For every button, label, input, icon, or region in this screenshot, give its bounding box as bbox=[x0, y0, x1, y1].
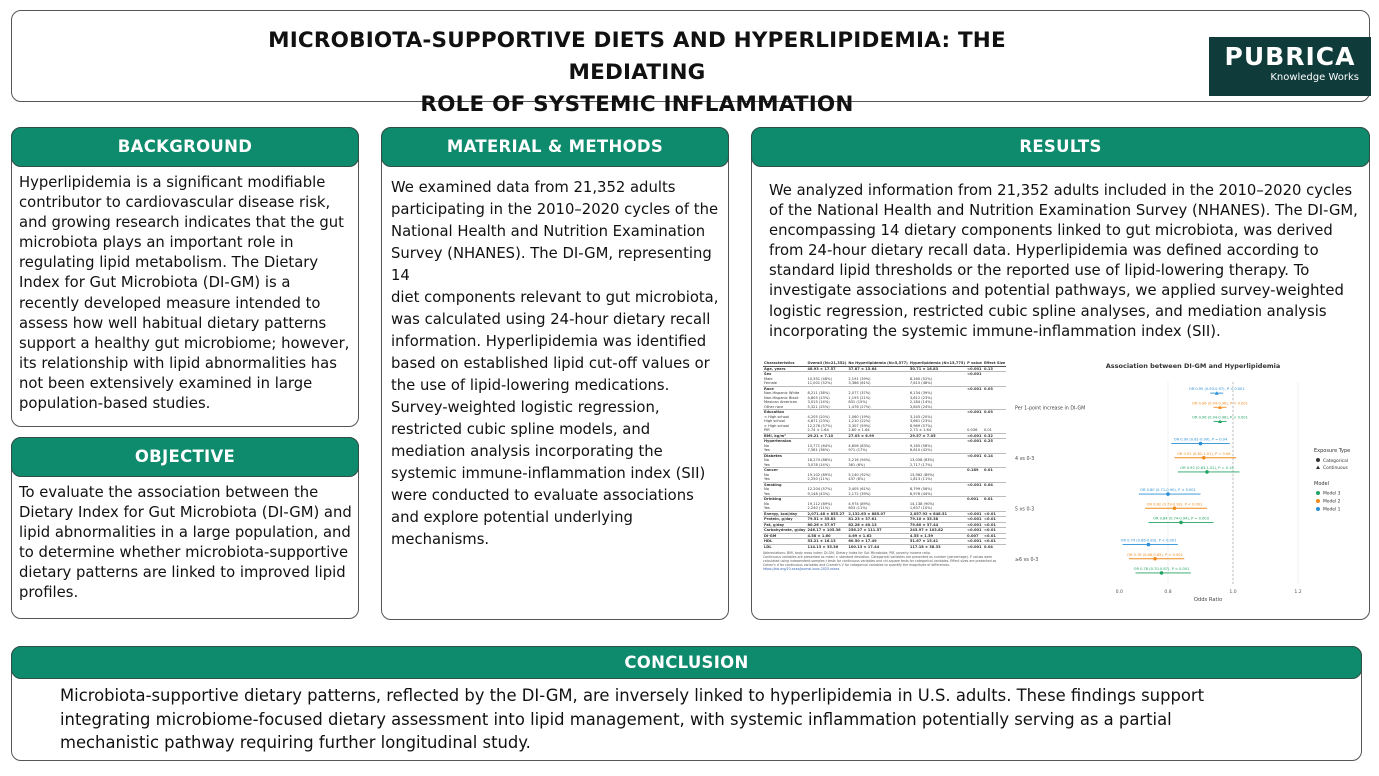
legend-model-item: Model 1 bbox=[1323, 507, 1341, 513]
table-cell: 4.55 ± 1.59 bbox=[909, 533, 966, 539]
text-line: We analyzed information from 21,352 adults included in the 2010–2020 cycles bbox=[769, 182, 1353, 199]
text-line: were conducted to evaluate associations bbox=[391, 487, 694, 504]
table-cell: 12,204 (57%) bbox=[807, 487, 832, 491]
table-cell: <0.001 bbox=[967, 410, 982, 414]
table-cell: LDL bbox=[763, 544, 806, 549]
table-note: https://doi.org/10.xxxx/journal.xxxx.2025.xxxxx bbox=[763, 567, 840, 571]
text-line: the use of lipid-lowering medications. bbox=[391, 377, 670, 394]
table-cell: 0.189 bbox=[966, 468, 983, 473]
table-cell: 4.58 ± 1.60 bbox=[806, 533, 847, 539]
objective-text bbox=[19, 483, 359, 604]
table-cell: 48.93 ± 17.57 bbox=[806, 366, 847, 372]
or-label: OR 0.84 (0.74-0.94), P = 0.003 bbox=[1153, 516, 1209, 521]
table-cell: 1,210 (22%) bbox=[848, 419, 871, 423]
methods-text bbox=[391, 177, 727, 551]
text-line: profiles. bbox=[19, 584, 79, 602]
table-cell: 2,132.63 ± 885.07 bbox=[847, 511, 908, 517]
objective-panel bbox=[11, 437, 359, 619]
table-cell: 3,612 (23%) bbox=[909, 395, 933, 400]
legend-model bbox=[1314, 481, 1341, 513]
table-cell: 3,386 (61%) bbox=[848, 381, 871, 385]
table-cell: 4,974 (89%) bbox=[848, 501, 871, 506]
poster-title bbox=[242, 25, 1032, 121]
table-cell: 3,078 (14%) bbox=[807, 462, 830, 467]
table-cell: 5,140 (92%) bbox=[848, 472, 871, 477]
table-cell: 0.007 bbox=[966, 533, 983, 539]
conclusion-panel bbox=[11, 646, 1362, 761]
table-cell: 100.13 ± 17.44 bbox=[847, 544, 908, 549]
table-cell: 9,148 (43%) bbox=[807, 491, 830, 496]
text-line: recently developed measure intended to bbox=[19, 294, 321, 312]
table-cell: No bbox=[764, 443, 769, 448]
or-label: OR 0.90 (0.81-0.99), P = 0.04 bbox=[1173, 437, 1228, 442]
table-cell: 1,060 (19%) bbox=[848, 414, 871, 419]
table-cell: 361 (6%) bbox=[848, 462, 865, 467]
pubrica-logo bbox=[1209, 37, 1371, 96]
table-cell: 0.01 bbox=[983, 497, 1006, 502]
table-cell: 117.18 ± 38.33 bbox=[909, 544, 966, 549]
table-cell: 50.71 ± 16.83 bbox=[909, 366, 966, 372]
legend-swatch bbox=[1316, 499, 1320, 503]
table-cell: <0.001 bbox=[967, 372, 982, 376]
table-cell: 13,771 (64%) bbox=[807, 443, 832, 448]
poster-title-line-1: MICROBIOTA-SUPPORTIVE DIETS AND HYPERLIPIDEMIA: THE MEDIATING bbox=[268, 28, 1006, 85]
text-line: of the National Health and Nutrition Examination Survey (NHANES). The DI-GM, bbox=[769, 202, 1358, 220]
table-cell: 4,805 (23%) bbox=[807, 395, 830, 400]
table-note: Continuous variables are presented as mean ± standard deviation. Categorical variables are presented as number (percentage). P values were bbox=[763, 555, 992, 559]
table-note: Cohen's d for continuous variables and Cramér's V for categorical variables to quantify the magnitude of differences. bbox=[763, 563, 951, 567]
or-point bbox=[1179, 521, 1183, 525]
or-point bbox=[1205, 470, 1209, 474]
text-line: logistic regression, restricted cubic spline analyses, and mediation analysis bbox=[769, 302, 1327, 320]
text-line: mechanisms. bbox=[391, 531, 490, 548]
table-cell: 1,637 (10%) bbox=[909, 506, 933, 510]
table-cell: Hypertension bbox=[763, 439, 806, 444]
or-point bbox=[1202, 456, 1206, 460]
x-tick-label: 0.8 bbox=[1164, 590, 1172, 595]
table-cell: > High school bbox=[764, 423, 790, 428]
table-cell: 0.01 bbox=[983, 428, 992, 432]
table-notes bbox=[763, 551, 998, 571]
results-text bbox=[769, 181, 1367, 342]
table-cell: Cancer bbox=[763, 468, 806, 473]
table-cell: Education bbox=[763, 410, 806, 415]
text-line: encompassing 14 dietary components linked to gut microbiota, was derived bbox=[769, 222, 1333, 240]
text-line: microbiota plays an important role in bbox=[19, 234, 294, 252]
table-cell: 11,001 (52%) bbox=[807, 381, 832, 385]
text-line: National Health and Nutrition Examination bbox=[391, 223, 706, 240]
text-line: systemic immune-inflammation index (SII) bbox=[391, 465, 706, 482]
table-header-cell: Hyperlipidemia (N=15,775) bbox=[909, 361, 966, 365]
conclusion-heading: CONCLUSION bbox=[11, 646, 1362, 679]
table-cell: Non-Hispanic White bbox=[764, 391, 800, 395]
row-label: 4 vs 0-3 bbox=[1015, 456, 1035, 462]
table-cell: Female bbox=[764, 381, 777, 385]
table-cell: 14,138 (90%) bbox=[909, 501, 935, 506]
table-cell: 0.03 bbox=[983, 386, 1006, 391]
table-cell: 2,184 (14%) bbox=[909, 400, 933, 404]
table-cell: Mexican American bbox=[764, 400, 798, 404]
table-cell: Age, years bbox=[763, 366, 806, 372]
legend-exposure-item: Categorical bbox=[1323, 459, 1349, 464]
text-line: to determine whether microbiota-supportive bbox=[19, 544, 349, 562]
table-cell: 8,969 (57%) bbox=[909, 423, 933, 428]
or-point bbox=[1173, 506, 1177, 510]
table-cell: Yes bbox=[764, 448, 770, 452]
table-cell: <0.01 bbox=[983, 517, 1006, 523]
table-cell: 79.80 ± 37.44 bbox=[909, 522, 966, 528]
or-label: OR 0.91 (0.82-1.01), P = 0.08 bbox=[1177, 451, 1231, 456]
text-line: restricted cubic spline models, and bbox=[391, 421, 651, 438]
table-cell: Race bbox=[763, 386, 806, 391]
or-label: OR 0.95 (0.93-0.97), P < 0.001 bbox=[1188, 387, 1245, 392]
table-cell: No bbox=[764, 472, 769, 477]
table-cell: 0.04 bbox=[983, 544, 1006, 549]
text-line: mediation analysis incorporating the bbox=[391, 443, 663, 460]
text-line: and explore potential underlying bbox=[391, 509, 633, 526]
forest-plot-area bbox=[1015, 382, 1302, 595]
table-cell: Sex bbox=[763, 372, 806, 377]
table-cell: <0.001 bbox=[967, 482, 982, 487]
table-cell: 0.036 bbox=[967, 428, 978, 432]
legend-model-item: Model 2 bbox=[1323, 499, 1341, 505]
legend-model-title: Model bbox=[1314, 481, 1330, 487]
forest-plot bbox=[1003, 352, 1360, 610]
or-label: OR 0.80 (0.71-0.90), P < 0.001 bbox=[1140, 488, 1196, 493]
background-heading: BACKGROUND bbox=[11, 127, 359, 167]
or-point bbox=[1153, 557, 1157, 561]
or-label: OR 0.76 (0.68-0.85), P < 0.001 bbox=[1127, 552, 1183, 557]
or-point bbox=[1160, 571, 1164, 575]
table-cell: PIR bbox=[764, 428, 770, 432]
table-cell: 2,071.48 ± 855.27 bbox=[806, 511, 847, 517]
table-cell: <0.01 bbox=[983, 522, 1006, 528]
title-banner bbox=[11, 10, 1370, 117]
table-cell: 18,274 (86%) bbox=[807, 458, 832, 462]
table-cell: 2,077 (37%) bbox=[848, 391, 871, 395]
table-cell: 13,962 (89%) bbox=[909, 472, 935, 477]
table-cell: <0.001 bbox=[967, 544, 982, 549]
table-cell: 246.17 ± 105.36 bbox=[806, 528, 847, 534]
categorical-marker-icon bbox=[1316, 458, 1320, 462]
objective-heading: OBJECTIVE bbox=[11, 437, 359, 477]
table-cell: 5,216 (94%) bbox=[848, 458, 871, 462]
table-cell: 8,799 (56%) bbox=[909, 487, 933, 491]
table-cell: <0.001 bbox=[967, 386, 982, 391]
text-line: was calculated using 24-hour dietary recall bbox=[391, 311, 711, 328]
table-cell: <0.001 bbox=[967, 528, 982, 532]
text-line: not been extensively examined in large bbox=[19, 374, 313, 392]
table-cell: 2.73 ± 1.64 bbox=[909, 428, 932, 432]
text-line: assess how well habitual dietary patterns bbox=[19, 314, 327, 332]
background-text bbox=[19, 173, 359, 414]
table-cell: Smoking bbox=[763, 482, 806, 487]
text-line: incorporating the systemic immune-inflammation index (SII). bbox=[769, 322, 1221, 340]
text-line: Survey-weighted logistic regression, bbox=[391, 399, 660, 416]
table-cell: 3,405 (61%) bbox=[848, 487, 871, 491]
table-cell: Other race bbox=[764, 404, 784, 409]
table-cell: 79.10 ± 35.38 bbox=[909, 517, 966, 523]
text-line: Index for Gut Microbiota (DI-GM) is a bbox=[19, 274, 291, 292]
table-cell: 3,015 (14%) bbox=[807, 400, 830, 404]
table-cell: <0.01 bbox=[983, 539, 1006, 545]
text-line: its relationship with lipid abnormalities has bbox=[19, 354, 337, 372]
text-line: mechanistic pathway requiring further longitudinal study. bbox=[60, 733, 531, 752]
table-cell: Carbohydrate, g/day bbox=[764, 528, 806, 532]
table-cell: Male bbox=[764, 376, 773, 381]
or-label: OR 0.96 (0.94-0.98), P < 0.001 bbox=[1192, 415, 1248, 420]
table bbox=[763, 361, 1006, 549]
logo-wordmark: PUBRICA bbox=[1224, 42, 1356, 71]
table-cell: 80.26 ± 37.97 bbox=[806, 522, 847, 528]
methods-panel bbox=[381, 127, 729, 620]
row-label: ≥6 vs 0-3 bbox=[1015, 557, 1039, 563]
text-line: dietary patterns are linked to improved lipid bbox=[19, 564, 346, 582]
table-cell: Yes bbox=[764, 506, 770, 510]
table-cell: 8,211 (38%) bbox=[807, 391, 830, 395]
table-cell: No bbox=[764, 501, 769, 506]
table-cell: 2,172 (39%) bbox=[848, 491, 871, 496]
table-cell: DI-GM bbox=[763, 533, 806, 539]
table-cell: Drinking bbox=[763, 497, 806, 502]
conclusion-text bbox=[60, 684, 1350, 755]
table-cell: 2,057.92 ± 848.51 bbox=[909, 511, 966, 517]
text-line: standard lipid thresholds or the reported use of lipid-lowering therapy. To bbox=[769, 262, 1310, 280]
table-cell: 0.001 bbox=[966, 497, 983, 502]
text-line: We examined data from 21,352 adults bbox=[391, 179, 676, 196]
text-line: Hyperlipidemia is a significant modifiable bbox=[19, 174, 326, 191]
text-line: and growing research indicates that the gut bbox=[19, 214, 344, 232]
results-heading: RESULTS bbox=[751, 127, 1370, 167]
table-cell: 0.25 bbox=[983, 439, 1006, 444]
or-label: OR 0.92 (0.83-1.02), P = 0.10 bbox=[1180, 465, 1234, 470]
text-line: population-based studies. bbox=[19, 395, 211, 413]
table-cell: 4,205 (20%) bbox=[807, 414, 830, 419]
table-cell: 51.67 ± 15.41 bbox=[909, 539, 966, 545]
table-cell: 437 (8%) bbox=[848, 477, 865, 481]
table-cell: 3,661 (23%) bbox=[909, 419, 933, 423]
table-cell: 0.14 bbox=[983, 453, 1006, 458]
table-cell: <0.001 bbox=[967, 517, 982, 521]
table-note: Abbreviations: BMI, body mass index; DI-GM, Dietary Index for Gut Microbiota; PIR, poverty income ratio. bbox=[763, 551, 931, 555]
or-point bbox=[1166, 492, 1170, 496]
table-cell: 82.28 ± 40.13 bbox=[847, 522, 908, 528]
table-cell: BMI, kg/m² bbox=[763, 433, 806, 439]
poster-title-line-2: ROLE OF SYSTEMIC INFLAMMATION bbox=[420, 92, 854, 117]
x-tick-label: 1.0 bbox=[1229, 590, 1237, 595]
text-line: investigate associations and potential pathways, we applied survey-weighted bbox=[769, 282, 1344, 300]
or-label: OR 0.96 (0.94-0.98), P < 0.001 bbox=[1192, 401, 1248, 406]
text-line: contributor to cardiovascular disease risk, bbox=[19, 194, 331, 212]
text-line: Microbiota-supportive dietary patterns, reflected by the DI-GM, are inversely linked to hyperlipidemia in U.S. adults. These findings support bbox=[60, 686, 1205, 705]
text-line: regulating lipid metabolism. The Dietary bbox=[19, 254, 319, 272]
legend-swatch bbox=[1316, 507, 1320, 511]
table-cell: 79.51 ± 35.83 bbox=[806, 517, 847, 523]
table-cell: 2,250 (11%) bbox=[807, 477, 830, 481]
text-line: integrating microbiome-focused dietary assessment into lipid management, with systemic inflammation potentially serving as a partial bbox=[60, 709, 1172, 729]
table-header-cell: P value bbox=[967, 361, 982, 365]
table-cell: 0.01 bbox=[983, 468, 1006, 473]
table-cell: 1,476 (27%) bbox=[848, 404, 871, 409]
table-cell: <0.01 bbox=[983, 511, 1006, 517]
legend-swatch bbox=[1316, 491, 1320, 495]
table-row bbox=[763, 544, 1006, 549]
table-cell: <0.001 bbox=[967, 453, 982, 458]
table-cell: 6,610 (42%) bbox=[909, 448, 933, 452]
table-cell: <0.001 bbox=[967, 539, 982, 543]
forest-plot-svg bbox=[1003, 352, 1360, 610]
table-cell: <0.01 bbox=[983, 528, 1006, 534]
text-line: diet components relevant to gut microbiota, bbox=[391, 289, 719, 306]
or-label: OR 0.78 (0.70-0.87), P < 0.001 bbox=[1133, 566, 1190, 571]
table-cell: High school bbox=[764, 419, 785, 423]
table-cell: 1,813 (11%) bbox=[909, 477, 933, 481]
table-cell: Yes bbox=[764, 477, 770, 481]
table-cell: HDL bbox=[763, 539, 806, 545]
table-cell: Protein, g/day bbox=[763, 517, 806, 523]
table-cell: <0.001 bbox=[967, 522, 982, 527]
table-cell: 6,976 (44%) bbox=[909, 491, 933, 496]
text-line: from 24-hour dietary recall data. Hyperlipidemia was defined according to bbox=[769, 242, 1319, 260]
table-cell: 603 (11%) bbox=[848, 506, 868, 510]
table-cell: No bbox=[764, 458, 769, 462]
table-cell: <0.001 bbox=[967, 439, 982, 443]
table-cell: 2,717 (17%) bbox=[909, 462, 933, 467]
table-header-cell: Effect Size bbox=[983, 361, 1006, 365]
table-cell: 19,102 (89%) bbox=[807, 472, 832, 477]
table-cell: 2,240 (11%) bbox=[807, 506, 830, 510]
table-cell: 12,276 (57%) bbox=[807, 423, 832, 428]
table-cell: 10,351 (48%) bbox=[807, 376, 832, 381]
table-cell: <0.001 bbox=[967, 366, 982, 371]
or-point bbox=[1199, 442, 1203, 446]
text-line: based on established lipid cut-off values or bbox=[391, 355, 710, 372]
table-cell: No bbox=[764, 487, 769, 491]
table-cell: 6,134 (39%) bbox=[909, 391, 933, 395]
table-cell: 5,321 (25%) bbox=[807, 404, 830, 409]
x-tick-label: 0.0 bbox=[1115, 590, 1123, 595]
table-cell: 9,165 (58%) bbox=[909, 443, 933, 448]
table-cell: 2,191 (39%) bbox=[848, 376, 871, 381]
text-line: To evaluate the association between the bbox=[19, 484, 319, 501]
table-cell: 8,160 (52%) bbox=[909, 376, 933, 381]
or-label: OR 0.82 (0.73-0.92), P < 0.001 bbox=[1146, 502, 1203, 507]
table-cell: 3,145 (20%) bbox=[909, 414, 933, 419]
table-cell: Yes bbox=[764, 491, 770, 496]
table-cell: <0.001 bbox=[967, 511, 982, 516]
table-cell: 4,871 (23%) bbox=[807, 419, 830, 423]
table-cell: 2.80 ± 1.64 bbox=[848, 428, 870, 432]
table-cell: 0.03 bbox=[983, 410, 1006, 415]
or-label: OR 0.74 (0.66-0.83), P < 0.001 bbox=[1120, 538, 1177, 543]
or-point bbox=[1147, 543, 1151, 547]
table-cell: Diabetes bbox=[763, 453, 806, 458]
text-line: information. Hyperlipidemia was identified bbox=[391, 333, 707, 350]
table-cell: 37.87 ± 15.64 bbox=[847, 366, 908, 372]
table-cell: 114.13 ± 35.36 bbox=[806, 544, 847, 549]
table-cell: 29.21 ± 7.10 bbox=[806, 433, 847, 439]
table-cell: 0.04 bbox=[983, 482, 1006, 487]
table-cell: 13,058 (83%) bbox=[909, 458, 935, 462]
text-line: support a healthy gut microbiome; however, bbox=[19, 334, 350, 352]
table-cell: 4.69 ± 1.62 bbox=[847, 533, 908, 539]
table-cell: 7,615 (48%) bbox=[909, 381, 933, 385]
table-cell: 60.50 ± 17.49 bbox=[847, 539, 908, 545]
x-tick-label: 1.2 bbox=[1294, 590, 1302, 595]
background-panel bbox=[11, 127, 359, 427]
table-cell: 1,193 (21%) bbox=[848, 395, 871, 400]
table-cell: 256.27 ± 111.57 bbox=[847, 528, 908, 534]
legend-model-item: Model 3 bbox=[1323, 491, 1341, 497]
table-cell: 0.32 bbox=[983, 433, 1006, 439]
table-cell: 27.03 ± 6.99 bbox=[847, 433, 908, 439]
table-cell: 53.21 ± 16.13 bbox=[806, 539, 847, 545]
baseline-characteristics-table bbox=[763, 361, 1006, 607]
logo-tagline: Knowledge Works bbox=[1270, 72, 1359, 83]
row-label: 5 vs 0-3 bbox=[1015, 507, 1035, 513]
text-line: Survey (NHANES). The DI-GM, representing 14 bbox=[391, 245, 712, 284]
table-cell: 19,112 (89%) bbox=[807, 501, 832, 506]
table-cell: 0.13 bbox=[983, 366, 1006, 372]
methods-heading: MATERIAL & METHODS bbox=[381, 127, 729, 167]
x-axis-label: Odds Ratio bbox=[1193, 597, 1223, 603]
table-cell: 831 (15%) bbox=[848, 400, 868, 404]
table-note: calculated using independent-samples t tests for continuous variables and chi-square tests for categorical variables. Effect sizes are presented as bbox=[763, 559, 997, 563]
forest-plot-title: Association between DI-GM and Hyperlipidemia bbox=[1105, 362, 1281, 370]
text-line: participating in the 2010–2020 cycles of the bbox=[391, 201, 719, 218]
legend-exposure-item: Continuous bbox=[1323, 466, 1348, 471]
table-header-cell: Characteristics bbox=[763, 361, 806, 366]
table-cell: <0.001 bbox=[967, 433, 982, 438]
table-cell: <0.01 bbox=[983, 533, 1006, 539]
row-label: Per 1-point increase in DI-GM bbox=[1015, 406, 1086, 412]
table-cell: 29.57 ± 7.05 bbox=[909, 433, 966, 439]
text-line: Dietary Index for Gut Microbiota (DI-GM) and bbox=[19, 504, 352, 522]
table-cell: < High school bbox=[764, 414, 790, 419]
table-cell: 81.23 ± 37.61 bbox=[847, 517, 908, 523]
table-cell: Energy, kcal/day bbox=[763, 511, 806, 517]
legend-exposure-title: Exposure Type bbox=[1314, 448, 1351, 454]
continuous-marker-icon bbox=[1316, 466, 1320, 470]
table-cell: 243.97 ± 103.82 bbox=[909, 528, 966, 534]
table-cell: 4,606 (83%) bbox=[848, 443, 871, 448]
table-header-cell: No Hyperlipidemia (N=5,577) bbox=[848, 361, 908, 365]
table-cell: Non-Hispanic Black bbox=[764, 395, 799, 400]
table-cell: 971 (17%) bbox=[848, 448, 868, 452]
table-cell: 7,581 (36%) bbox=[807, 448, 830, 452]
table-header-cell: Overall (N=21,352) bbox=[807, 361, 847, 365]
table-cell: Fat, g/day bbox=[763, 522, 806, 528]
table-cell: 2.74 ± 1.64 bbox=[807, 428, 829, 432]
table-cell: 3,307 (59%) bbox=[848, 423, 871, 428]
legend-exposure bbox=[1314, 448, 1350, 471]
table-cell: Yes bbox=[764, 462, 770, 467]
text-line: lipid abnormalities in a large population, and bbox=[19, 524, 351, 542]
table-cell: 3,845 (24%) bbox=[909, 404, 933, 409]
